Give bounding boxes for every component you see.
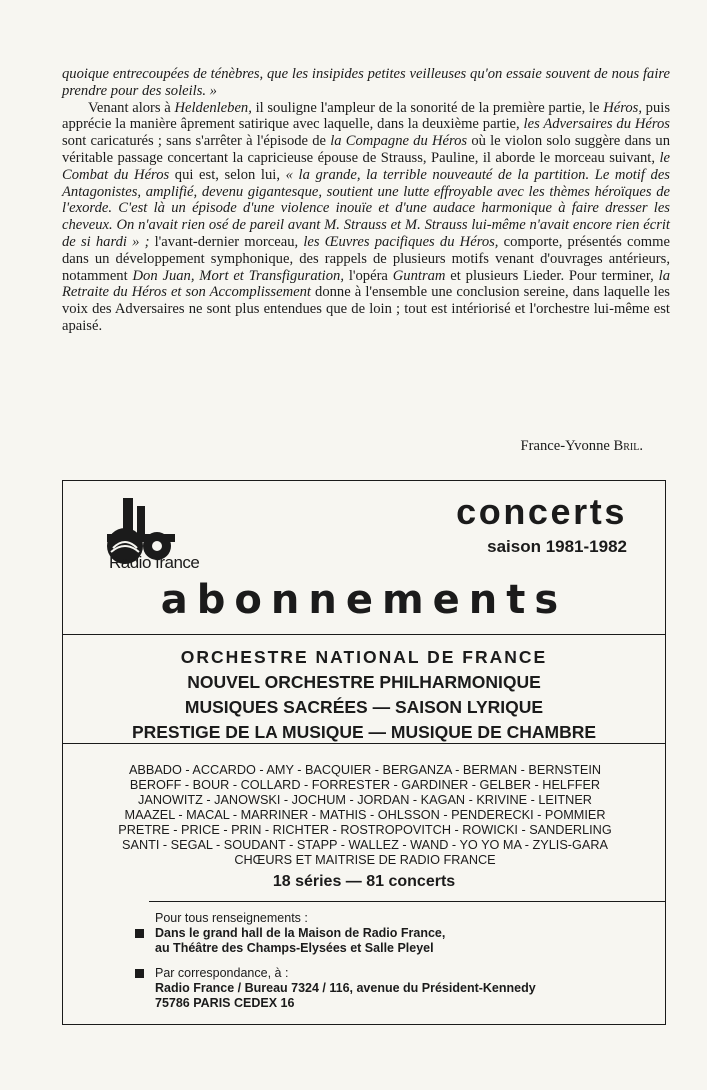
italic-text-segment: Guntram	[392, 267, 446, 284]
orchestra-item: PRESTIGE DE LA MUSIQUE — MUSIQUE DE CHAMBRE	[131, 722, 597, 742]
info-hall-line: au Théâtre des Champs-Elysées et Salle Pleyel	[155, 941, 434, 955]
italic-text-segment: Heldenleben,	[174, 99, 252, 116]
concerts-heading: concerts	[456, 491, 627, 532]
artist-line: PRETRE - PRICE - PRIN - RICHTER - ROSTROPOVITCH - ROWICKI - SANDERLING	[118, 823, 612, 837]
subscriptions-heading: abonnements	[160, 577, 568, 623]
info-intro: Pour tous renseignements :	[155, 911, 308, 925]
artist-line: BEROFF - BOUR - COLLARD - FORRESTER - GARDINER - GELBER - HELFFER	[129, 778, 601, 792]
square-bullet-icon	[135, 969, 144, 978]
season-label: saison 1981-1982	[487, 537, 627, 556]
text-segment: Venant alors à	[88, 99, 175, 116]
italic-text-segment: « la grande, la terrible nouveauté de la partition. Le motif des Antagonistes, amplifié, devenu gigantesque, soutient une lutte effroyable avec les thèmes héroïques de l'exorde. C'est là un épisode d'une violence inouïe et d'une audace harmonique à faire dresser les cheveux. On n'avait rien osé de pareil avant M. Strauss et M. Strauss lui-même n'avait encore rien écrit de si hardi » ;	[62, 166, 670, 250]
artist-line: SANTI - SEGAL - SOUDANT - STAPP - WALLEZ - WAND - YO YO MA - ZYLIS-GARA	[122, 838, 608, 852]
info-address-line: Radio France / Bureau 7324 / 116, avenue du Président-Kennedy	[155, 981, 536, 995]
divider	[149, 901, 665, 902]
divider	[63, 634, 665, 635]
text-segment: qui est, selon lui,	[169, 166, 286, 183]
article-text	[62, 66, 670, 335]
text-segment: sont caricaturés ; sans s'arrêter à l'épisode de	[62, 133, 331, 150]
italic-text-segment: les Adversaires du Héros	[523, 116, 670, 133]
italic-text-segment: la Compagne du Héros	[330, 133, 468, 150]
text-segment: et plusieurs Lieder. Pour terminer,	[445, 267, 659, 284]
info-hall-line: Dans le grand hall de la Maison de Radio France,	[155, 926, 446, 940]
italic-text-segment: Héros,	[603, 99, 642, 116]
text-segment: il souligne l'ampleur de la sonorité de la première partie, le	[251, 99, 604, 116]
orchestra-item: ORCHESTRE NATIONAL DE FRANCE	[180, 647, 548, 667]
info-hall	[155, 926, 536, 956]
text-segment: où le violon solo suggère dans un véritable passage concertant la capricieuse épouse de Strauss, Pauline, il aborde le morceau suivant,	[62, 133, 670, 166]
info-address-line: 75786 PARIS CEDEX 16	[155, 996, 295, 1010]
italic-text-segment: Don Juan, Mort et Transfiguration,	[132, 267, 344, 284]
artist-line: CHŒURS ET MAITRISE DE RADIO FRANCE	[234, 853, 496, 867]
text-segment: comporte, présentés comme dans un développement symphonique, des rappels de plusieurs motifs venant d'ouvrages antérieurs, notamment	[62, 233, 670, 284]
info-block	[155, 911, 536, 1011]
text-segment: puis apprécie la manière âprement satirique avec laquelle, dans la deuxième partie,	[62, 99, 670, 133]
divider	[63, 743, 665, 744]
series-count: 18 séries — 81 concerts	[272, 873, 456, 890]
text-segment: l'opéra	[343, 267, 393, 284]
logo-wordmark: Radio france	[109, 553, 200, 572]
artist-list	[91, 763, 639, 868]
artist-line: JANOWITZ - JANOWSKI - JOCHUM - JORDAN - KAGAN - KRIVINE - LEITNER	[138, 793, 592, 807]
square-bullet-icon	[135, 929, 144, 938]
italic-text-segment: les Œuvres pacifiques du Héros,	[303, 233, 499, 250]
lead-quote: quoique entrecoupées de ténèbres, que les insipides petites veilleuses qu'on essaie souvent de nous faire prendre pour des soleils. »	[62, 66, 670, 99]
orchestra-item: NOUVEL ORCHESTRE PHILHARMONIQUE	[187, 672, 541, 692]
italic-text-segment: le Combat du Héros	[62, 149, 670, 183]
italic-text-segment: la Retraite du Héros et son Accomplissement	[62, 267, 671, 301]
text-segment: donne à l'ensemble une conclusion sereine, dans laquelle les voix des Adversaires ne sont plus entendues que de loin ; tout est intériorisé et l'orchestre lui-même est apaisé.	[62, 284, 670, 334]
artist-line: MAAZEL - MACAL - MARRINER - MATHIS - OHLSSON - PENDERECKI - POMMIER	[124, 808, 606, 822]
orchestra-list	[63, 645, 665, 745]
main-paragraph	[62, 100, 670, 335]
info-mail-intro: Par correspondance, à :	[155, 966, 289, 980]
info-mail	[155, 966, 536, 981]
artist-line: ABBADO - ACCARDO - AMY - BACQUIER - BERGANZA - BERMAN - BERNSTEIN	[128, 763, 602, 777]
radio-france-advertisement	[62, 480, 666, 1025]
orchestra-item: MUSIQUES SACRÉES — SAISON LYRIQUE	[184, 697, 544, 717]
author-signature	[521, 438, 643, 455]
author-first-name: France-Yvonne	[520, 438, 610, 454]
text-segment: l'avant-dernier morceau,	[149, 233, 304, 250]
author-last-name: Bril.	[613, 438, 643, 454]
